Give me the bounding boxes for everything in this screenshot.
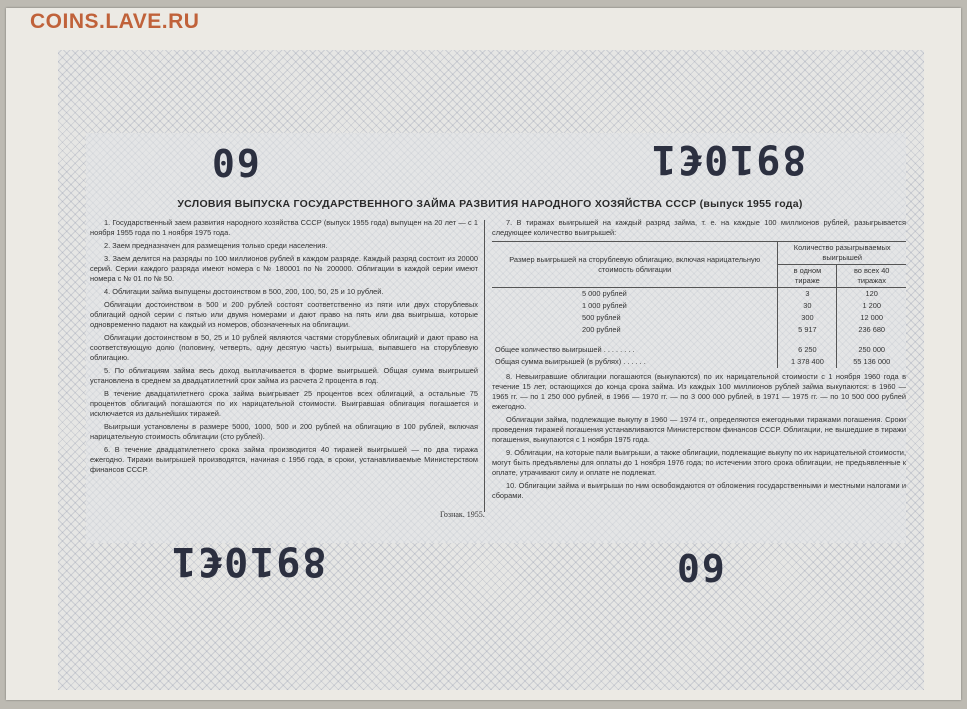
paragraph: Облигации достоинством в 50, 25 и 10 рублей являются частями сторублевых облигаций и дают право на соответствующую долю (половину, четверть, одну десятую часть) выигрыша, выпавшего на сторублевую облигацию.: [90, 333, 478, 362]
table-row-total-count: Общее количество выигрышей . . . . . . . . 6 250 250 000: [492, 344, 906, 356]
paragraph: 5. По облигациям займа весь доход выплачивается в форме выигрышей. Общая сумма выигрышей установлена в среднем за двадцатилетний срок займа из расчета 2 процента в год.: [90, 366, 478, 385]
table-row: 500 рублей 300 12 000: [492, 312, 906, 324]
paragraph: 1. Государственный заем развития народного хозяйства СССР (выпуск 1955 года) выпущен на 20 лет — с 1 ноября 1955 года по 1 ноября 1975 года.: [90, 218, 478, 237]
serial-number-bottom-right: 60: [675, 545, 725, 589]
table-row: 1 000 рублей 30 1 200: [492, 300, 906, 312]
paragraph: Облигации займа, подлежащие выкупу в 1960 — 1974 гг., определяются ежегодными тиражами погашения. Сроки проведения тиражей погашения устанавливаются Министерством финансов СССР. Облигации, не вышедшие в тиражи погашения, выкупаются с 1 ноября 1975 года.: [492, 415, 906, 444]
col-header-one-draw: в одном тираже: [778, 265, 837, 288]
left-column: [90, 218, 478, 478]
col-header-group: Количество разыгрываемых выигрышей: [778, 242, 906, 265]
serial-number-top-left: 60: [210, 140, 260, 184]
paragraph: 3. Заем делится на разряды по 100 миллионов рублей в каждом разряде. Каждый разряд состоит из 20000 серий. Серии каждого разряда имеют номера с № 180001 по № 200000. Облигации в каждой серии имеют номера с № 01 по № 50.: [90, 254, 478, 283]
col-header-prize-size: Размер выигрышей на сторублевую облигацию, включая нарицательную стоимость облигации: [492, 242, 778, 288]
paragraph: Облигации достоинством в 500 и 200 рублей состоят соответственно из пяти или двух сторублевых облигаций одной серии с пятью или двумя номерами и дают право на пять или два выигрыша, которые одновременно падают на каждый из номеров, обозначенных на облигации.: [90, 300, 478, 329]
col-header-all-draws: во всех 40 тиражах: [837, 265, 906, 288]
paragraph: 9. Облигации, на которые пали выигрыши, а также облигации, подлежащие выкупу по их нарицательной стоимости, могут быть предъявлены для оплаты до 1 ноября 1976 года; по истечении этого срока облигации, не предъявленные к оплате, утрачивают силу и оплате не подлежат.: [492, 448, 906, 477]
column-divider: [484, 220, 485, 512]
table-row: 200 рублей 5 917 236 680: [492, 324, 906, 336]
paragraph: 2. Заем предназначен для размещения только среди населения.: [104, 241, 328, 250]
conditions-title: УСЛОВИЯ ВЫПУСКА ГОСУДАРСТВЕННОГО ЗАЙМА РАЗВИТИЯ НАРОДНОГО ХОЗЯЙСТВА СССР (выпуск 1955 года): [177, 198, 803, 210]
paragraph: 7. В тиражах выигрышей на каждый разряд займа, т. е. на каждые 100 миллионов рублей, разыгрывается следующее количество выигрышей:: [492, 218, 906, 237]
paragraph: 10. Облигации займа и выигрыши по ним освобождаются от обложения государственными и местными налогами и сборами.: [492, 481, 906, 500]
paragraph: 4. Облигации займа выпущены достоинством в 500, 200, 100, 50, 25 и 10 рублей.: [104, 287, 384, 296]
watermark: COINS.LAVE.RU: [30, 10, 200, 33]
imprint: Гознак. 1955.: [440, 510, 485, 519]
prize-table: [492, 241, 906, 368]
right-column: [492, 218, 906, 504]
paragraph: 8. Невыигравшие облигации погашаются (выкупаются) по их нарицательной стоимости с 1 ноября 1960 года в течение 15 лет, остающихся до конца срока займа. Из каждых 100 миллионов рублей займа выкупаются: в 1960 — 1965 гг. — по 1 250 000 рублей, в 1966 — 1970 гг. — по 3 000 000 рублей, в 1971 — 1975 гг. — по 10 500 000 рублей ежегодно.: [492, 372, 906, 411]
paragraph: 6. В течение двадцатилетнего срока займа производится 40 тиражей выигрышей — по два тиража ежегодно. Тиражи выигрышей производятся, начиная с 1956 года, в сроки, устанавливаемые Министерством финансов СССР.: [90, 445, 478, 474]
table-row: 5 000 рублей 3 120: [492, 288, 906, 301]
paragraph: Выигрыши установлены в размере 5000, 1000, 500 и 200 рублей на облигацию в 100 рублей, включая нарицательную стоимость облигации (сто рублей).: [90, 422, 478, 441]
table-row-total-sum: Общая сумма выигрышей (в рублях) . . . . . . 1 378 400 55 136 000: [492, 356, 906, 368]
paragraph: В течение двадцатилетнего срока займа выигрывает 25 процентов всех облигаций, а остальные 75 процентов облигаций погашаются по их нарицательной стоимости. Выигравшая облигация погашается и исключается из дальнейших тиражей.: [90, 389, 478, 418]
bond-number-bottom-left: 8910€1: [170, 538, 327, 584]
bond-number-top-right: 8910€1: [650, 136, 807, 182]
